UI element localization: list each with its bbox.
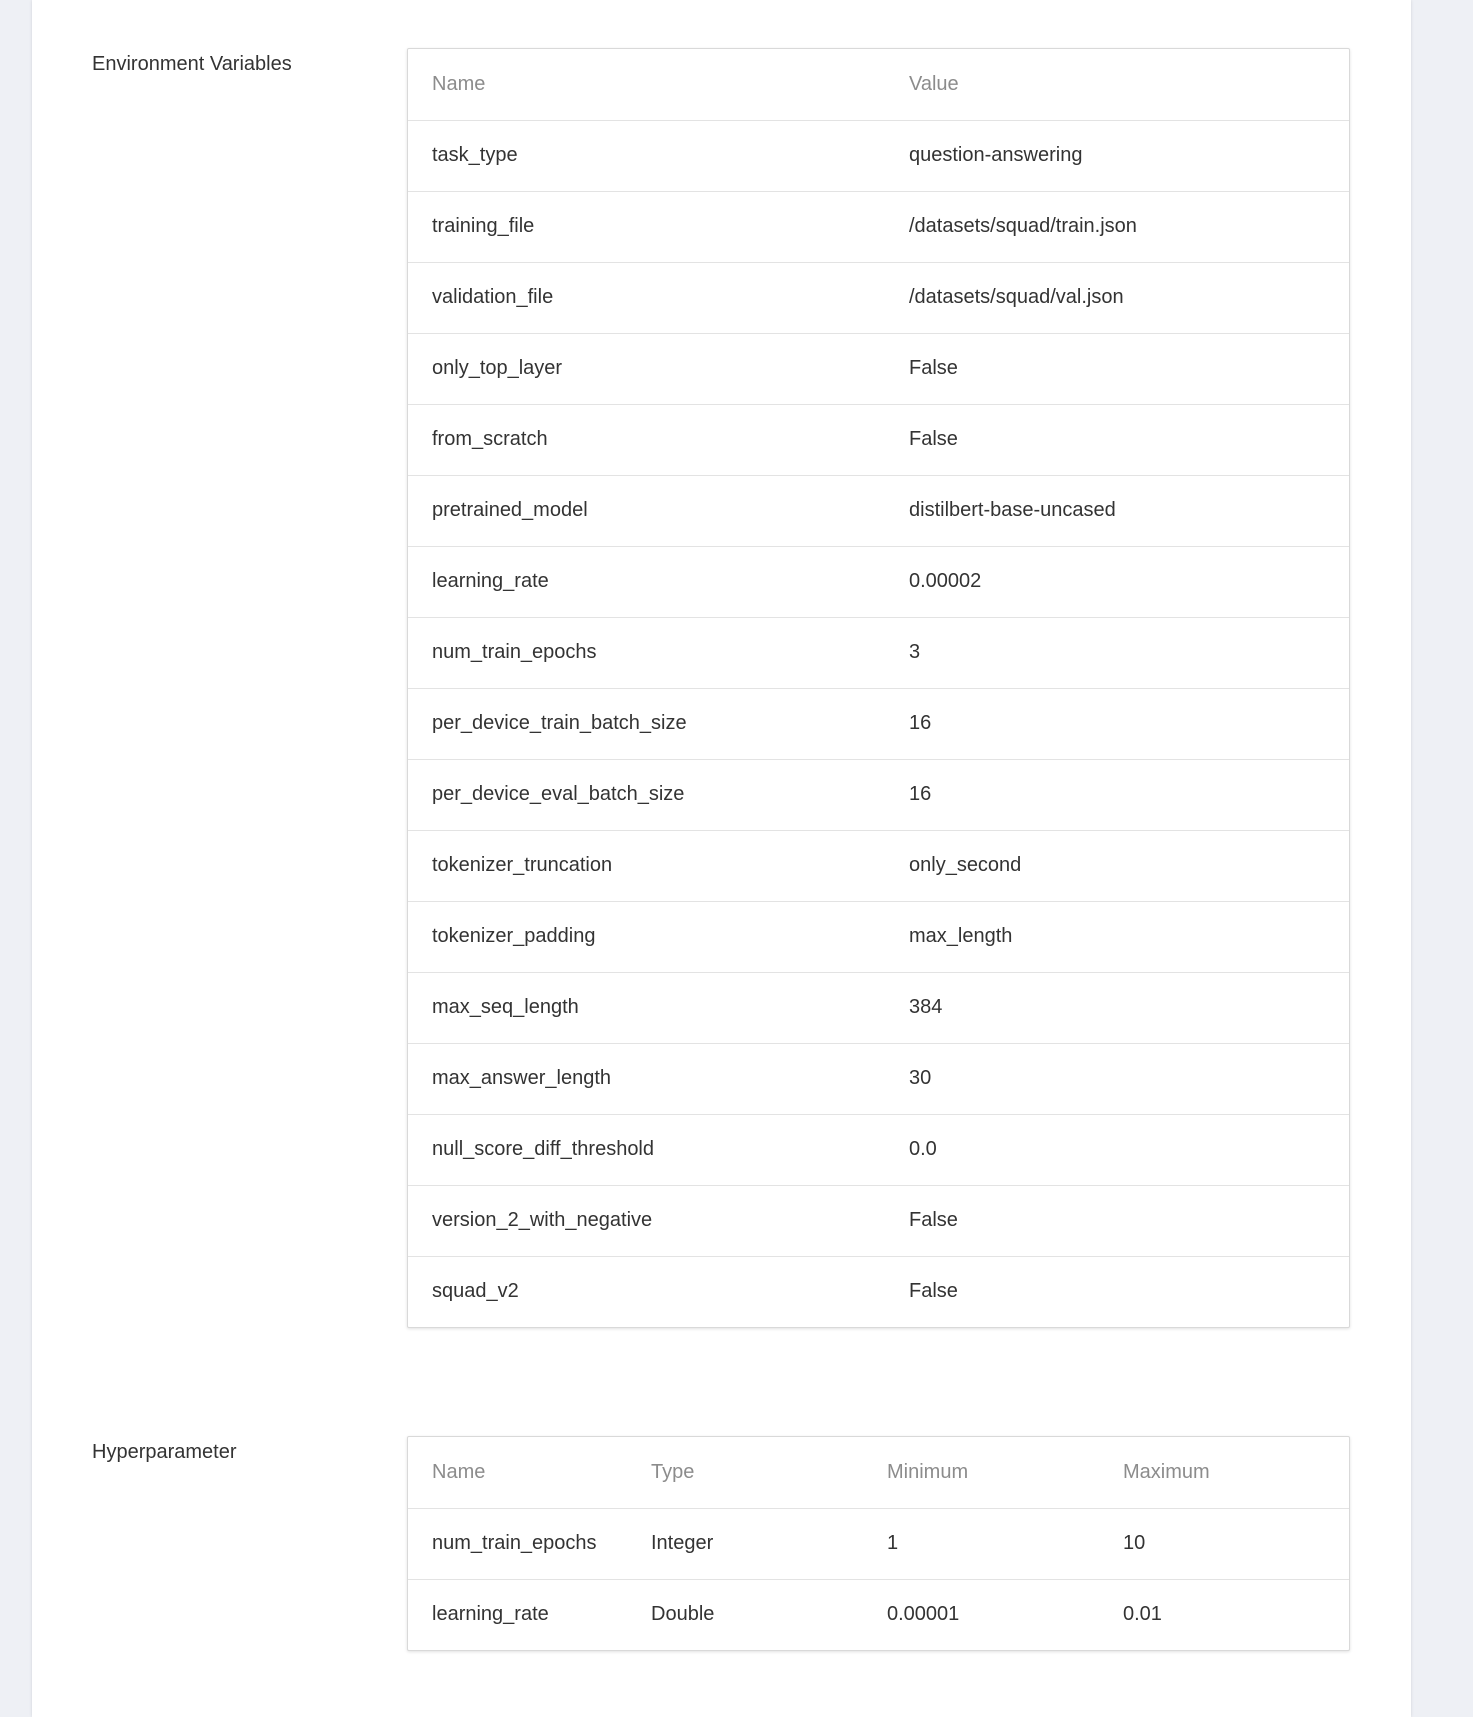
env-var-name: from_scratch bbox=[408, 404, 885, 475]
env-variables-table bbox=[408, 49, 1349, 1327]
env-var-name: pretrained_model bbox=[408, 475, 885, 546]
env-section-label: Environment Variables bbox=[92, 53, 292, 75]
column-header-name: Name bbox=[432, 1460, 486, 1483]
env-var-name: per_device_eval_batch_size bbox=[408, 759, 885, 830]
table-row bbox=[408, 191, 1349, 262]
env-var-value: distilbert-base-uncased bbox=[885, 475, 1349, 546]
column-header-minimum: Minimum bbox=[887, 1460, 969, 1483]
table-row bbox=[408, 972, 1349, 1043]
hyperparameter-type: Double bbox=[627, 1579, 863, 1650]
table-row bbox=[408, 120, 1349, 191]
env-var-value: only_second bbox=[885, 830, 1349, 901]
env-var-value: False bbox=[885, 404, 1349, 475]
table-header-row bbox=[408, 1437, 1349, 1508]
table-row bbox=[408, 617, 1349, 688]
env-var-name: version_2_with_negative bbox=[408, 1185, 885, 1256]
env-var-value: max_length bbox=[885, 901, 1349, 972]
table-row bbox=[408, 475, 1349, 546]
table-row bbox=[408, 1508, 1349, 1579]
hyperparameter-maximum: 10 bbox=[1099, 1508, 1349, 1579]
env-var-value: /datasets/squad/train.json bbox=[885, 191, 1349, 262]
column-header-value: Value bbox=[909, 72, 959, 95]
hyperparameter-minimum: 1 bbox=[863, 1508, 1099, 1579]
table-header-row bbox=[408, 49, 1349, 120]
table-row bbox=[408, 1256, 1349, 1327]
env-var-value: 3 bbox=[885, 617, 1349, 688]
content-panel bbox=[32, 0, 1411, 1717]
table-row bbox=[408, 262, 1349, 333]
table-row bbox=[408, 830, 1349, 901]
env-var-name: null_score_diff_threshold bbox=[408, 1114, 885, 1185]
column-header-maximum: Maximum bbox=[1123, 1460, 1210, 1483]
env-var-name: only_top_layer bbox=[408, 333, 885, 404]
hyperparameter-type: Integer bbox=[627, 1508, 863, 1579]
env-var-name: learning_rate bbox=[408, 546, 885, 617]
table-row bbox=[408, 688, 1349, 759]
env-var-name: max_answer_length bbox=[408, 1043, 885, 1114]
env-var-name: validation_file bbox=[408, 262, 885, 333]
env-var-value: 16 bbox=[885, 688, 1349, 759]
env-var-value: False bbox=[885, 1256, 1349, 1327]
env-var-value: 0.0 bbox=[885, 1114, 1349, 1185]
env-var-value: /datasets/squad/val.json bbox=[885, 262, 1349, 333]
env-var-value: 16 bbox=[885, 759, 1349, 830]
env-var-name: per_device_train_batch_size bbox=[408, 688, 885, 759]
table-row bbox=[408, 901, 1349, 972]
column-header-type: Type bbox=[651, 1460, 695, 1483]
hyperparameter-maximum: 0.01 bbox=[1099, 1579, 1349, 1650]
env-var-value: 0.00002 bbox=[885, 546, 1349, 617]
env-var-value: False bbox=[885, 1185, 1349, 1256]
env-var-value: False bbox=[885, 333, 1349, 404]
table-row bbox=[408, 404, 1349, 475]
table-row bbox=[408, 1579, 1349, 1650]
hyperparameter-minimum: 0.00001 bbox=[863, 1579, 1099, 1650]
env-var-name: num_train_epochs bbox=[408, 617, 885, 688]
table-row bbox=[408, 1114, 1349, 1185]
env-var-name: max_seq_length bbox=[408, 972, 885, 1043]
table-row bbox=[408, 759, 1349, 830]
env-var-value: 384 bbox=[885, 972, 1349, 1043]
env-var-value: 30 bbox=[885, 1043, 1349, 1114]
env-var-name: training_file bbox=[408, 191, 885, 262]
env-var-name: tokenizer_truncation bbox=[408, 830, 885, 901]
env-var-name: task_type bbox=[408, 120, 885, 191]
env-var-name: squad_v2 bbox=[408, 1256, 885, 1327]
table-row bbox=[408, 546, 1349, 617]
column-header-name: Name bbox=[432, 72, 486, 95]
env-var-value: question-answering bbox=[885, 120, 1349, 191]
hyperparameter-section-label: Hyperparameter bbox=[92, 1441, 237, 1463]
hyperparameter-table-card bbox=[407, 1436, 1350, 1651]
env-variables-table-card bbox=[407, 48, 1350, 1328]
table-row bbox=[408, 1185, 1349, 1256]
hyperparameter-name: num_train_epochs bbox=[408, 1508, 627, 1579]
hyperparameter-table bbox=[408, 1437, 1349, 1650]
env-var-name: tokenizer_padding bbox=[408, 901, 885, 972]
hyperparameter-name: learning_rate bbox=[408, 1579, 627, 1650]
table-row bbox=[408, 1043, 1349, 1114]
table-row bbox=[408, 333, 1349, 404]
